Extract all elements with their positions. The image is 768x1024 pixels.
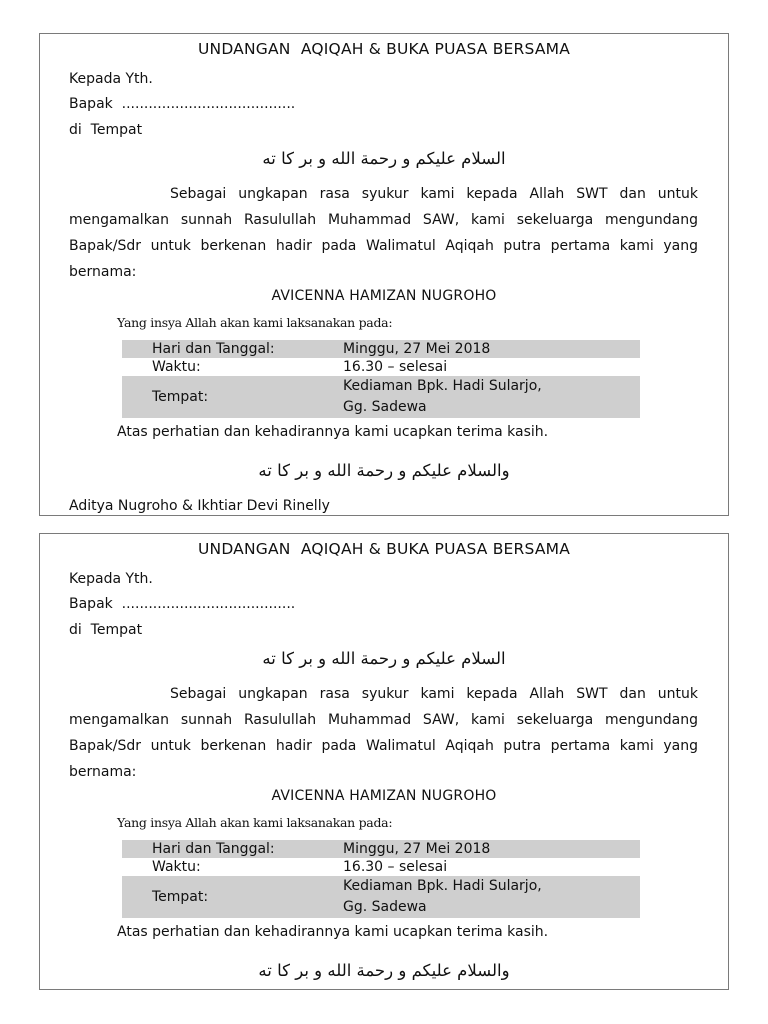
event-details-table — [122, 840, 640, 918]
detail-value: 16.30 – selesai — [343, 859, 448, 875]
recipient-name-line: Bapak ....................................... — [69, 96, 296, 112]
recipient-line: Kepada Yth. — [69, 571, 153, 587]
detail-row-date — [122, 840, 640, 858]
detail-label: Hari dan Tanggal: — [152, 341, 275, 357]
detail-value: 16.30 – selesai — [343, 359, 448, 375]
detail-value — [343, 376, 640, 418]
event-intro: Yang insya Allah akan kami laksanakan pada: — [117, 315, 393, 330]
recipient-name-line: Bapak ....................................... — [69, 596, 296, 612]
event-details-table — [122, 340, 640, 418]
salam-closing: والسلام عليكم و رحمة الله و بر كا ته — [258, 961, 510, 980]
salam-opening: السلام عليكم و رحمة الله و بر كا ته — [262, 649, 506, 668]
place-line: di Tempat — [69, 122, 143, 138]
salam-opening: السلام عليكم و رحمة الله و بر كا ته — [262, 149, 506, 168]
detail-value-line-1: Kediaman Bpk. Hadi Sularjo, — [343, 878, 542, 894]
detail-value — [343, 876, 640, 918]
detail-label: Waktu: — [152, 859, 201, 875]
detail-value-line-1: Kediaman Bpk. Hadi Sularjo, — [343, 378, 542, 394]
closing-text: Atas perhatian dan kehadirannya kami ucapkan terima kasih. — [117, 924, 549, 940]
invitation-card-2 — [39, 533, 729, 990]
detail-row-place — [122, 876, 640, 918]
invitation-title: UNDANGAN AQIQAH & BUKA PUASA BERSAMA — [197, 40, 571, 58]
child-name: AVICENNA HAMIZAN NUGROHO — [271, 288, 497, 304]
detail-label: Tempat: — [152, 889, 209, 905]
detail-row-time — [122, 358, 640, 376]
child-name: AVICENNA HAMIZAN NUGROHO — [271, 788, 497, 804]
detail-row-date — [122, 340, 640, 358]
salam-closing: والسلام عليكم و رحمة الله و بر كا ته — [258, 461, 510, 480]
invitation-card-1 — [39, 33, 729, 516]
place-line: di Tempat — [69, 622, 143, 638]
detail-label: Waktu: — [152, 359, 201, 375]
detail-value: Minggu, 27 Mei 2018 — [343, 341, 491, 357]
sender-names: Aditya Nugroho & Ikhtiar Devi Rinelly — [69, 498, 330, 514]
recipient-line: Kepada Yth. — [69, 71, 153, 87]
detail-row-time — [122, 858, 640, 876]
detail-label: Tempat: — [152, 389, 209, 405]
detail-value-line-2: Gg. Sadewa — [343, 399, 427, 415]
closing-text: Atas perhatian dan kehadirannya kami ucapkan terima kasih. — [117, 424, 549, 440]
detail-value: Minggu, 27 Mei 2018 — [343, 841, 491, 857]
detail-value-line-2: Gg. Sadewa — [343, 899, 427, 915]
event-intro: Yang insya Allah akan kami laksanakan pada: — [117, 815, 393, 830]
detail-label: Hari dan Tanggal: — [152, 841, 275, 857]
invitation-paragraph: Sebagai ungkapan rasa syukur kami kepada Allah SWT dan untuk mengamalkan sunnah Rasulullah Muhammad SAW, kami sekeluarga mengundang Bapak/Sdr untuk berkenan hadir pada Walimatul Aqiqah putra pertama kami yang bernama: — [69, 186, 698, 280]
detail-row-place — [122, 376, 640, 418]
invitation-title: UNDANGAN AQIQAH & BUKA PUASA BERSAMA — [197, 540, 571, 558]
invitation-paragraph: Sebagai ungkapan rasa syukur kami kepada Allah SWT dan untuk mengamalkan sunnah Rasulullah Muhammad SAW, kami sekeluarga mengundang Bapak/Sdr untuk berkenan hadir pada Walimatul Aqiqah putra pertama kami yang bernama: — [69, 686, 698, 780]
